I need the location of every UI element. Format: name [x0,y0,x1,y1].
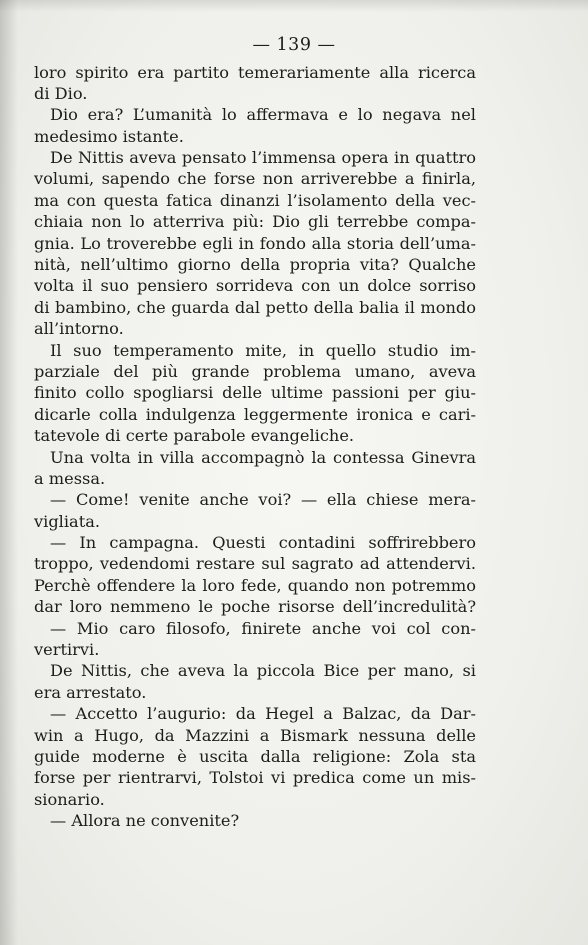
text-line: all’intorno. [34,319,124,339]
text-line: forse per rientrarvi, Tolstoi vi predica come un mis- [34,768,476,788]
text-line: — Mio caro filosofo, finirete anche voi col con- [50,618,476,638]
text-line: vigliata. [34,511,100,531]
text-line: di Dio. [34,83,88,103]
text-line: ma con questa fatica dinanzi l’isolamento della vec- [34,190,476,210]
text-line: gnia. Lo troverebbe egli in fondo alla storia dell’uma- [34,233,476,253]
text-line: Il suo temperamento mite, in quello studio im- [50,340,476,360]
text-line: medesimo istante. [34,126,184,146]
text-line: troppo, vedendomi restare sul sagrato ad attendervi. [34,554,476,574]
page-top-shadow [0,0,588,12]
text-line: guide moderne è uscita dalla religione: Zola sta [34,747,476,766]
page-gutter-shadow [0,0,18,945]
text-line: Perchè offendere la loro fede, quando non potremmo [34,575,476,595]
text-line: vertirvi. [34,640,100,660]
text-line: chiaia non lo atterriva più: Dio gli terrebbe compa- [34,212,476,232]
text-line: sionario. [34,789,105,809]
text-line: volumi, sapendo che forse non arriverebbe a finirla, [34,169,476,189]
text-line: parziale del più grande problema umano, aveva [34,361,476,381]
text-line: De Nittis aveva pensato l’immensa opera in quattro [50,148,476,168]
text-line: finito collo spogliarsi delle ultime passioni per giu- [34,383,476,403]
text-line: Dio era? L’umanità lo affermava e lo negava nel [50,105,476,125]
text-line: a messa. [34,468,106,488]
text-line: win a Hugo, da Mazzini a Bismark nessuna delle [34,725,476,745]
text-line: di bambino, che guarda dal petto della balia il mondo [34,297,476,317]
text-line: tatevole di certe parabole evangeliche. [34,426,355,446]
text-line: nità, nell’ultimo giorno della propria vita? Qualche [34,255,476,275]
text-line: — Allora ne convenite? [50,811,240,831]
text-line: era arrestato. [34,682,147,702]
text-line: — In campagna. Questi contadini soffrirebbero [50,533,476,553]
text-line: — Come! venite anche voi? — ella chiese mera- [50,490,476,510]
text-line: dicarle colla indulgenza leggermente ironica e cari- [34,404,476,424]
text-line: De Nittis, che aveva la piccola Bice per mano, si [50,661,476,681]
text-line: Una volta in villa accompagnò la contessa Ginevra [50,447,476,467]
text-line: dar loro nemmeno le poche risorse dell’incredulità? [34,597,476,617]
text-line: volta il suo pensiero sorrideva con un dolce sorriso [34,276,476,296]
page-number: — 139 — [252,35,336,55]
page-text-body [34,62,476,832]
text-line: loro spirito era partito temerariamente alla ricerca [34,62,476,82]
text-line: — Accetto l’augurio: da Hegel a Balzac, da Dar- [50,704,476,724]
